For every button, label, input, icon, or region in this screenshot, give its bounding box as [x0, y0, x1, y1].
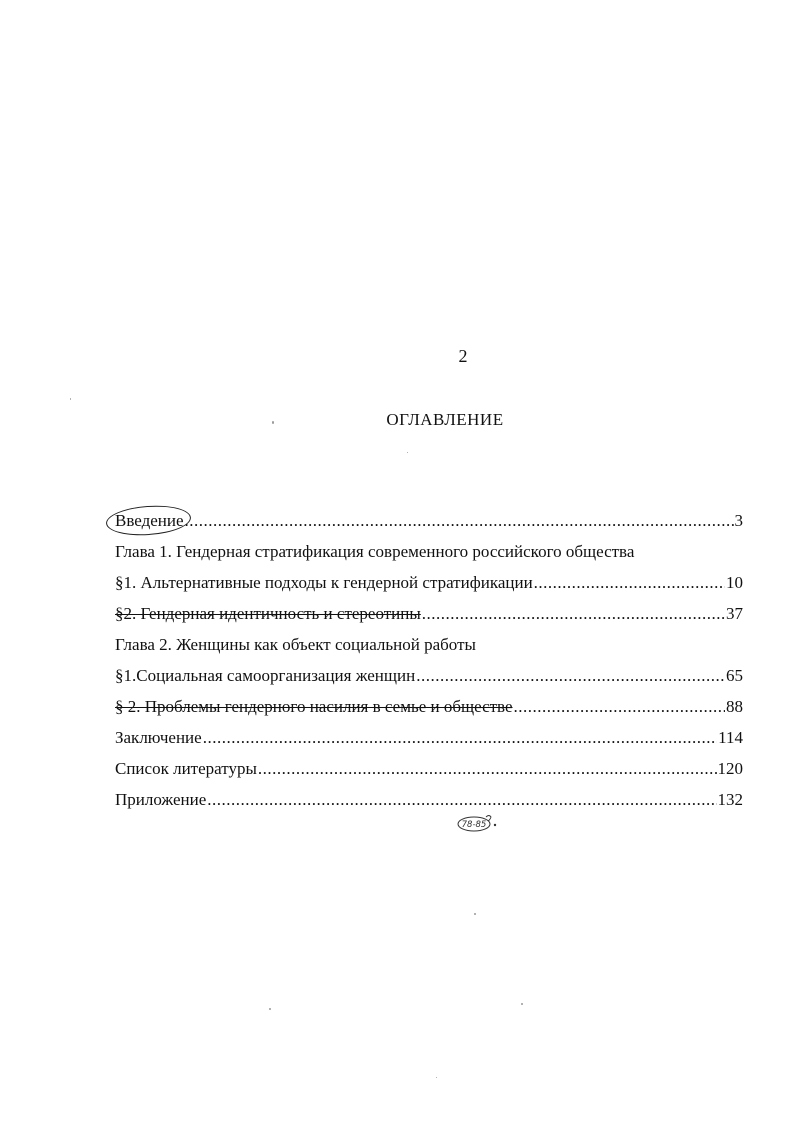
toc-chapter-1 — [115, 536, 743, 567]
toc-leader-dots — [534, 567, 725, 598]
toc-entry-introduction[interactable] — [115, 505, 743, 536]
toc-entry-ch1-sec2[interactable] — [115, 598, 743, 629]
toc-entry-page: 88 — [726, 697, 743, 716]
toc-entry-label: §2. Гендерная идентичность и стереотипы — [115, 604, 421, 623]
toc-leader-dots — [258, 753, 717, 784]
toc-chapter-label: Глава 1. Гендерная стратификация современного российского общества — [115, 542, 635, 561]
toc-entry-label: §1.Социальная самоорганизация женщин — [115, 666, 416, 685]
toc-entry-ch2-sec2[interactable] — [115, 691, 743, 722]
scan-speck — [70, 398, 71, 400]
toc-entry-label: Заключение — [115, 728, 202, 747]
annotation-text: 78-85 — [461, 820, 487, 830]
toc-entry-label: § 2. Проблемы гендерного насилия в семье и обществе — [115, 697, 513, 716]
scan-speck — [269, 1008, 271, 1010]
toc-entry-appendix[interactable] — [115, 784, 743, 815]
toc-title: ОГЛАВЛЕНИЕ — [386, 410, 504, 429]
toc-chapter-label: Глава 2. Женщины как объект социальной работы — [115, 635, 476, 654]
toc-leader-dots — [203, 722, 717, 753]
toc-entry-page: 10 — [726, 573, 743, 592]
toc-chapter-2 — [115, 629, 743, 660]
toc-entry-ch1-sec1[interactable] — [115, 567, 743, 598]
toc-entry-label: Приложение — [115, 790, 207, 809]
toc-leader-dots — [422, 598, 725, 629]
scan-speck — [272, 421, 274, 424]
page-number: 2 — [458, 346, 468, 366]
toc-leader-dots — [185, 505, 734, 536]
toc-entry-label: §1. Альтернативные подходы к гендерной стратификации — [115, 573, 533, 592]
toc-entry-page: 37 — [726, 604, 743, 623]
toc-entry-label: Список литературы — [115, 759, 257, 778]
toc-entry-page: 120 — [717, 759, 743, 778]
toc-leader-dots — [207, 784, 716, 815]
toc-leader-dots — [514, 691, 725, 722]
table-of-contents — [115, 505, 743, 830]
toc-leader-dots — [416, 660, 725, 691]
handwritten-annotation — [456, 813, 498, 833]
toc-entry-label: Введение — [115, 505, 184, 536]
toc-entry-page: 132 — [717, 790, 743, 809]
toc-entry-page: 3 — [734, 511, 743, 530]
toc-entry-bibliography[interactable] — [115, 753, 743, 784]
scan-speck — [407, 452, 408, 453]
scan-speck — [436, 1077, 437, 1078]
toc-entry-page: 114 — [718, 728, 743, 747]
scan-speck — [474, 913, 476, 915]
scan-speck — [521, 1003, 523, 1005]
toc-entry-conclusion[interactable] — [115, 722, 743, 753]
toc-entry-page: 65 — [726, 666, 743, 685]
